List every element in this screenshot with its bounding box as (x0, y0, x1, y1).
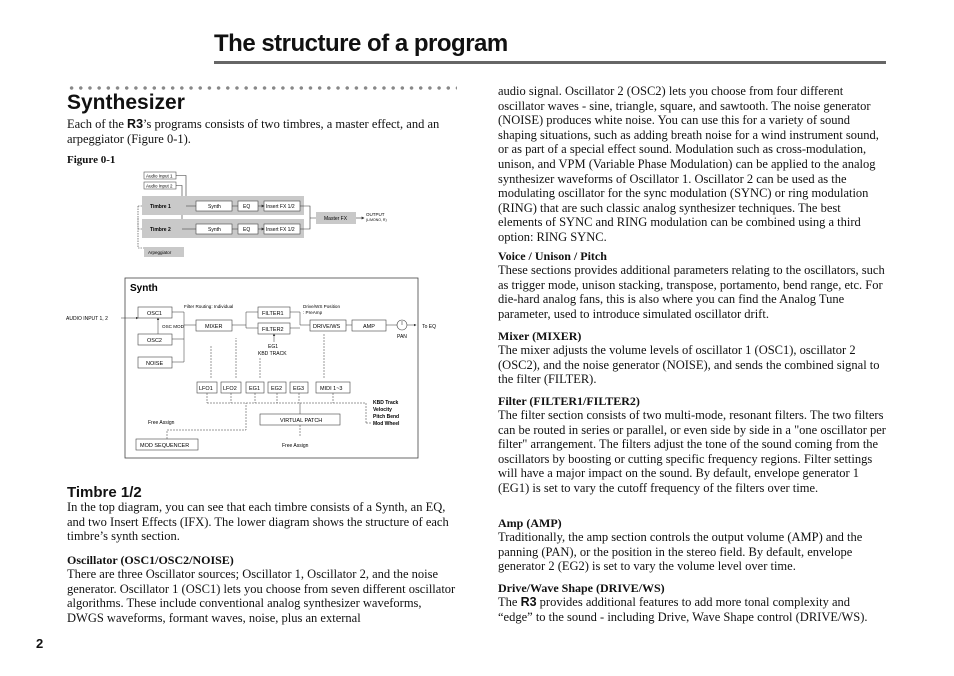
filter2-label: FILTER2 (262, 327, 284, 333)
eq-label-1: EQ (243, 204, 251, 210)
master-fx-label: Master FX (324, 216, 348, 222)
voice-heading: Voice / Unison / Pitch (498, 249, 607, 263)
audio-input-2-label: Audio Input 2 (146, 183, 173, 189)
drive-heading: Drive/Wave Shape (DRIVE/WS) (498, 581, 665, 595)
drive-product-name: R3 (520, 595, 537, 609)
pitch-bend-label: Pitch Bend (373, 414, 400, 420)
drive-text-pre: The (498, 595, 521, 609)
timbre1-label: Timbre 1 (150, 204, 171, 210)
osc1-label: OSC1 (147, 311, 162, 317)
synthesizer-intro (67, 117, 467, 146)
voice-text: These sections provides additional parameters relating to the oscillators, such as trigger mode, unison stacking, transpose, portamento, bend range, etc. For die-hard analog fans, this is also where you can find the Analog Tune parameter, used to introduce simulated oscillator drift. (498, 263, 885, 321)
drive-ws-position-label: Drive/WS Position (303, 304, 341, 309)
free-assign-label-1: Free Assign (148, 420, 175, 426)
audio-input-1-label: Audio Input 1 (146, 173, 173, 179)
insert-fx-label-1: Insert FX 1/2 (266, 204, 295, 210)
eq-label-2: EQ (243, 227, 251, 233)
osc2-label: OSC2 (147, 338, 162, 344)
velocity-label: Velocity (373, 407, 392, 413)
timbre-heading: Timbre 1/2 (67, 484, 142, 501)
noise-label: NOISE (146, 361, 164, 367)
filter-heading: Filter (FILTER1/FILTER2) (498, 394, 640, 408)
amp-heading: Amp (AMP) (498, 516, 562, 530)
intro-text: Each of the (67, 117, 128, 131)
product-name: R3 (127, 117, 144, 131)
audio-input-label: AUDIO INPUT 1, 2 (66, 316, 108, 322)
filter-text: The filter section consists of two multi-mode, resonant filters. The two filters can be routed in series or parallel, or even side by side in a "one oscillator per filter" arrangement. The filters adjust the tone of the sound coming from the oscillators by boosting or cutting specific frequency regions. Filter settings will have a major impact on the sound. By default, envelope generator 1 (EG1) is set to vary the cutoff frequency of the filters over time. (498, 408, 886, 495)
mod-sequencer-label: MOD SEQUENCER (140, 443, 190, 449)
drive-ws-position-value: : PreAmp (303, 310, 323, 315)
eg3-label: EG3 (293, 386, 305, 392)
synth-label-2: Synth (208, 227, 221, 233)
output-label: OUTPUT (366, 212, 385, 217)
mixer-label: MIXER (205, 324, 223, 330)
kbd-track-mod-label: KBD Track (373, 400, 399, 406)
dotted-divider (67, 86, 457, 90)
eg1-mod-label: EG1 (249, 386, 261, 392)
eg1-filter-label: EG1 (268, 344, 279, 350)
oscillator-text-cont: audio signal. Oscillator 2 (OSC2) lets you choose from four different oscillator waves - sine, triangle, square, and sawtooth. The noise generator (NOISE) produces white noise. You can use this for a variety of sound shaping situations, such as adding breath noise for a wind instrument sound, or as part of a special effect sound. Modulation such as cross-modulation, unison, and VPM (Variable Phase Modulation) can be applied to the analog synthesizer waveforms of Oscillator 1. Oscillator 2 can be used as the modulating oscillator for the sync modulation (SYNC) or ring modulation (RING) that are such classic analog synthesizer techniques. The best elements of SYNC and RING modulation can be combined using a third option: RING SYNC. (498, 84, 879, 244)
insert-fx-label-2: Insert FX 1/2 (266, 227, 295, 233)
page-title: The structure of a program (214, 30, 508, 57)
mod-wheel-label: Mod Wheel (373, 421, 400, 427)
osc-mod-label: OSC MOD (162, 324, 184, 329)
free-assign-label-2: Free Assign (282, 443, 309, 449)
intro-text-cont: ’s programs consists of two timbres, a master effect, and an arpeggiator (Figure 0-1). (67, 117, 440, 146)
oscillator-text: There are three Oscillator sources; Oscillator 1, Oscillator 2, and the noise generator. Oscillator 1 (OSC1) lets you choose from seven different oscillator algorithms. These include conventional analog synthesizer waveforms, DWGS waveforms, formant waves, noise, plus an external (67, 567, 456, 625)
arpeggiator-label: Arpeggiator (148, 250, 172, 255)
page-number: 2 (36, 636, 44, 651)
synthesizer-heading: Synthesizer (67, 91, 185, 114)
program-structure-diagram (120, 168, 420, 260)
mixer-text: The mixer adjusts the volume levels of oscillator 1 (OSC1), oscillator 2 (OSC2), and the noise generator (NOISE), and sends the combined signal to the filter (FILTER). (498, 343, 880, 387)
filter-routing-label: Filter Routing: Individual (184, 304, 234, 309)
drive-ws-label: DRIVE/WS (313, 324, 341, 330)
lfo2-label: LFO2 (223, 386, 237, 392)
mixer-heading: Mixer (MIXER) (498, 329, 582, 343)
amp-label: AMP (363, 324, 375, 330)
eg2-label: EG2 (271, 386, 283, 392)
midi-label: MIDI 1~3 (320, 386, 343, 392)
title-rule (214, 61, 886, 64)
virtual-patch-label: VIRTUAL PATCH (280, 418, 323, 424)
pan-label: PAN (397, 334, 407, 340)
synth-title: Synth (130, 283, 158, 294)
kbd-track-filter-label: KBD TRACK (258, 351, 287, 357)
lfo1-label: LFO1 (199, 386, 213, 392)
drive-text (498, 595, 886, 624)
synth-label-1: Synth (208, 204, 221, 210)
synth-structure-diagram (66, 278, 436, 458)
output-sub-label: (L/MONO, R) (366, 218, 387, 222)
drive-text-post: provides additional features to add more tonal complexity and “edge” to the sound - including Drive, Wave Shape control (DRIVE/WS). (498, 595, 868, 624)
timbre2-label: Timbre 2 (150, 227, 171, 233)
filter1-label: FILTER1 (262, 311, 284, 317)
amp-text: Traditionally, the amp section controls the output volume (AMP) and the panning (PAN), or the position in the stereo field. By default, envelope generator 2 (EG2) is set to vary the volume level over time. (498, 530, 863, 574)
figure-label: Figure 0-1 (67, 154, 116, 166)
oscillator-heading: Oscillator (OSC1/OSC2/NOISE) (67, 553, 234, 567)
to-eq-label: To EQ (422, 324, 436, 330)
timbre-text: In the top diagram, you can see that each timbre consists of a Synth, an EQ, and two Insert Effects (IFX). The lower diagram shows the structure of each timbre’s synth section. (67, 500, 449, 544)
